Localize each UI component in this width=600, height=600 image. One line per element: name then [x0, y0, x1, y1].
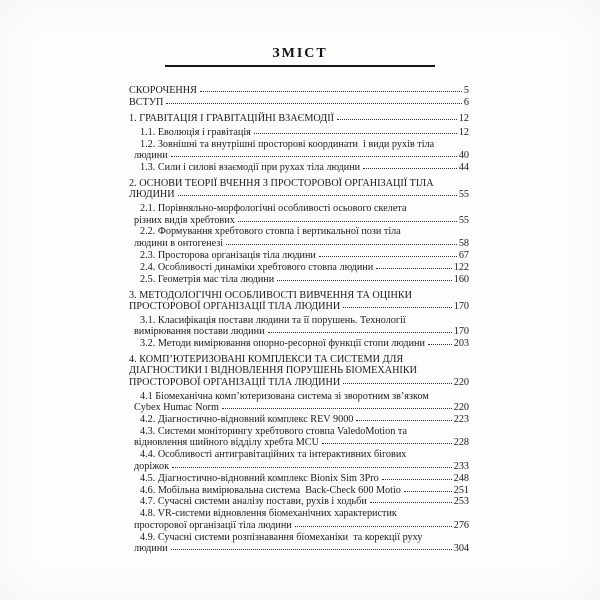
title-underline — [165, 65, 435, 67]
toc-entry-text: різних видів хребтових — [134, 214, 235, 226]
toc-entry-text: Cybex Humac Norm — [134, 402, 219, 414]
toc-page-number: 44 — [458, 161, 469, 173]
toc-entry-text: 2. ОСНОВИ ТЕОРІЇ ВЧЕННЯ З ПРОСТОРОВОЇ ОРГАНІЗАЦІЇ ТІЛА — [129, 177, 434, 189]
toc-entry-text: ДІАГНОСТИКИ І ВІДНОВЛЕННЯ ПОРУШЕНЬ БІОМЕХАНІКИ — [129, 365, 417, 377]
toc-entry-text: 2.4. Особливості динаміки хребтового стовпа людини — [140, 261, 374, 273]
toc-entry-line — [129, 414, 469, 425]
toc-entry-text: 4.6. Мобільна вимірювальна система Back-Check 600 Motio — [140, 484, 401, 496]
toc-entry-line — [129, 215, 469, 226]
toc-entry-line — [129, 290, 469, 301]
toc-entry-line — [129, 127, 469, 138]
toc-entry — [129, 338, 469, 349]
toc-page-number: 12 — [458, 126, 469, 138]
toc-entry — [129, 391, 469, 414]
toc-page-number: 251 — [453, 484, 469, 496]
toc-entry-line — [129, 113, 469, 124]
toc-entry-text: 1.3. Сили і силові взаємодії при рухах тіла людини — [140, 161, 361, 173]
toc-entry-line — [129, 402, 469, 413]
dot-leader — [376, 268, 451, 269]
toc-entry-line — [129, 150, 469, 161]
toc-entry — [129, 226, 469, 249]
toc-page-number: 5 — [463, 85, 469, 96]
toc-entry — [129, 354, 469, 388]
toc-entry-text: 4.4. Особливості антигравітаційних та інтерактивних бігових — [140, 449, 407, 461]
dot-leader — [356, 420, 451, 421]
toc-entry-text: 3.1. Класифікація постави людини та її порушень. Технології — [140, 314, 406, 326]
dot-leader — [404, 491, 452, 492]
toc-entry-line — [129, 391, 469, 402]
toc-page-number: 220 — [453, 376, 469, 388]
toc-entry-line — [129, 485, 469, 496]
toc-entry-text: 2.2. Формування хребтового стовпа і вертикальної пози тіла — [140, 226, 401, 238]
toc-entry-line — [129, 262, 469, 273]
toc-entry-text: ВСТУП — [129, 96, 164, 108]
toc-entry-text: 4.2. Діагностично-відновний комплекс REV 9000 — [140, 414, 354, 426]
dot-leader — [322, 443, 452, 444]
toc-page-number: 160 — [453, 273, 469, 285]
toc-entry-text: 4.7. Сучасні системи аналізу постави, рухів і ходьби — [140, 496, 367, 508]
toc-entry-text: 3. МЕТОДОЛОГІЧНІ ОСОБЛИВОСТІ ВИВЧЕННЯ ТА ОЦІНКИ — [129, 289, 412, 301]
toc-entry-line — [129, 532, 469, 543]
toc-entry-line — [129, 315, 469, 326]
toc-entry — [129, 250, 469, 261]
toc-page-number: 12 — [458, 112, 469, 124]
toc-entry-line — [129, 326, 469, 337]
toc-entry-line — [129, 226, 469, 237]
toc-entry-line — [129, 162, 469, 173]
dot-leader — [363, 168, 457, 169]
toc-entry-line — [129, 354, 469, 365]
toc-entry — [129, 290, 469, 313]
toc-entry-text: 4.1 Біомеханічна комп’ютеризована система зі зворотним зв’язком — [140, 390, 429, 402]
toc-entry-line — [129, 203, 469, 214]
toc-entry — [129, 178, 469, 201]
dot-leader — [319, 256, 457, 257]
toc-page-number: 6 — [463, 96, 469, 108]
toc-entry — [129, 127, 469, 138]
toc-entry — [129, 449, 469, 472]
toc-entry-line — [129, 437, 469, 448]
dot-leader — [222, 408, 452, 409]
toc-page-number: 55 — [458, 189, 469, 201]
toc-entry-text: 1.2. Зовнішні та внутрішні просторові координати і види рухів тіла — [140, 138, 435, 150]
toc-entry — [129, 315, 469, 338]
toc-entry-text: просторової організації тіла людини — [134, 519, 292, 531]
toc-entry-text: 4.5. Діагностично-відновний комплекс Bionix Sim 3Pro — [140, 472, 379, 484]
toc-entry — [129, 262, 469, 273]
toc-entry-line — [129, 97, 469, 108]
toc-page-number: 253 — [453, 496, 469, 508]
toc-entry — [129, 162, 469, 173]
toc-entry-line — [129, 449, 469, 460]
toc-entry-line — [129, 338, 469, 349]
dot-leader — [343, 307, 451, 308]
toc-entry-text: людини — [134, 543, 168, 555]
toc-page-number: 55 — [458, 214, 469, 226]
toc-entry-text: людини в онтогенезі — [134, 237, 224, 249]
dot-leader — [166, 103, 462, 104]
dot-leader — [238, 221, 457, 222]
toc-entry-line — [129, 85, 469, 96]
toc-entry-text: 4.9. Сучасні системи розпізнавання біомеханіки та корекції руху — [140, 531, 423, 543]
dot-leader — [254, 133, 457, 134]
toc-page-number: 233 — [453, 460, 469, 472]
toc-page-number: 223 — [453, 414, 469, 426]
toc-entry — [129, 485, 469, 496]
toc-entry-line — [129, 238, 469, 249]
toc-entry-line — [129, 274, 469, 285]
toc-page-number: 58 — [458, 237, 469, 249]
toc-entry-line — [129, 508, 469, 519]
toc-entry-text: 4. КОМП’ЮТЕРИЗОВАНІ КОМПЛЕКСИ ТА СИСТЕМИ ДЛЯ — [129, 354, 404, 366]
toc-entry-text: 1. ГРАВІТАЦІЯ І ГРАВІТАЦІЙНІ ВЗАЄМОДІЇ — [129, 112, 334, 124]
dot-leader — [295, 526, 452, 527]
toc-entry-text: 2.3. Просторова організація тіла людини — [140, 249, 316, 261]
toc-entry-text: СКОРОЧЕННЯ — [129, 85, 197, 96]
toc-entry-line — [129, 520, 469, 531]
toc-entry-text: відновлення шийного відділу хребта MCU — [134, 437, 319, 449]
dot-leader — [172, 467, 452, 468]
dot-leader — [370, 502, 452, 503]
toc-entry — [129, 203, 469, 226]
page-title: ЗМІСТ — [272, 46, 328, 61]
toc-entry — [129, 426, 469, 449]
toc-entry-line — [129, 496, 469, 507]
toc-entry-text: вимірювання постави людини — [134, 326, 265, 338]
toc-page-number: 203 — [453, 338, 469, 350]
dot-leader — [382, 479, 452, 480]
toc-page-number: 67 — [458, 249, 469, 261]
toc-page-number: 40 — [458, 150, 469, 162]
toc-page-number: 248 — [453, 472, 469, 484]
dot-leader — [171, 156, 457, 157]
toc-page-number: 276 — [453, 519, 469, 531]
toc-page-number: 170 — [453, 300, 469, 312]
dot-leader — [268, 332, 452, 333]
dot-leader — [200, 91, 462, 92]
dot-leader — [178, 195, 457, 196]
toc-entry-text: ПРОСТОРОВОЇ ОРГАНІЗАЦІЇ ТІЛА ЛЮДИНИ — [129, 300, 341, 312]
toc-entry — [129, 508, 469, 531]
toc-entry-text: доріжок — [134, 460, 170, 472]
toc-entry-line — [129, 473, 469, 484]
toc-entry-line — [129, 461, 469, 472]
toc-entry — [129, 532, 469, 555]
toc-entry-line — [129, 189, 469, 200]
title-block — [0, 0, 600, 67]
toc-entry-text: 4.3. Системи моніторингу хребтового стовпа ValedoMotion та — [140, 425, 407, 437]
toc-entry-line — [129, 365, 469, 376]
toc-entry — [129, 85, 469, 96]
toc-entry-line — [129, 250, 469, 261]
toc-entry — [129, 97, 469, 108]
toc-entry-line — [129, 426, 469, 437]
toc-entry-text: 4.8. VR-системи відновлення біомеханічних характеристик — [140, 508, 397, 520]
toc-entry-text: ЛЮДИНИ — [129, 189, 175, 201]
dot-leader — [343, 383, 451, 384]
toc-page-number: 220 — [453, 402, 469, 414]
dot-leader — [226, 244, 457, 245]
toc-list — [129, 85, 469, 554]
toc-entry-line — [129, 301, 469, 312]
toc-entry — [129, 139, 469, 162]
toc-entry-text: людини — [134, 150, 168, 162]
toc-entry — [129, 113, 469, 124]
toc-entry — [129, 496, 469, 507]
toc-entry-text: ПРОСТОРОВОЇ ОРГАНІЗАЦІЇ ТІЛА ЛЮДИНИ — [129, 376, 341, 388]
dot-leader — [171, 549, 452, 550]
toc-entry-text: 3.2. Методи вимірювання опорно-ресорної функції стопи людини — [140, 338, 425, 350]
toc-entry-line — [129, 377, 469, 388]
toc-entry-text: 2.1. Порівняльно-морфологічні особливості осьового скелета — [140, 203, 407, 215]
toc-entry — [129, 274, 469, 285]
dot-leader — [428, 344, 452, 345]
toc-entry-line — [129, 178, 469, 189]
toc-entry-text: 2.5. Геометрія мас тіла людини — [140, 273, 275, 285]
toc-page-number: 228 — [453, 437, 469, 449]
toc-entry — [129, 473, 469, 484]
dot-leader — [277, 280, 452, 281]
toc-entry-text: 1.1. Еволюція і гравітація — [140, 126, 251, 138]
dot-leader — [337, 119, 457, 120]
toc-page-number: 122 — [453, 261, 469, 273]
toc-page-number: 304 — [453, 543, 469, 555]
toc-entry-line — [129, 543, 469, 554]
toc-entry-line — [129, 139, 469, 150]
toc-entry — [129, 414, 469, 425]
toc-page-number: 170 — [453, 326, 469, 338]
